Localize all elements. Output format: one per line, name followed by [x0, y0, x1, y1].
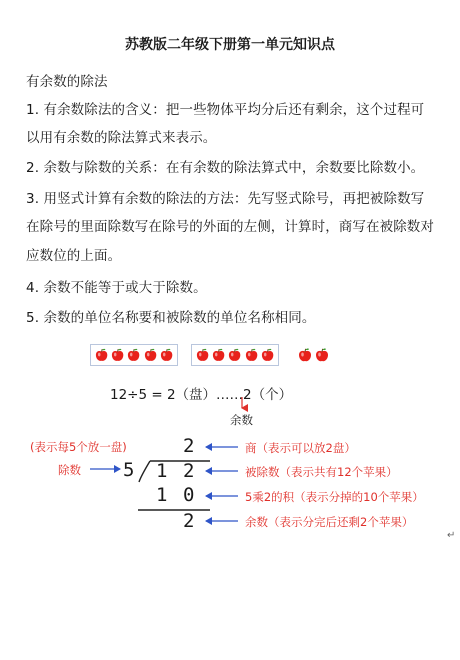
each-plate-note: (表示每5个放一盘)	[30, 440, 127, 454]
dividend-note: 被除数（表示共有12个苹果）	[245, 465, 398, 479]
division-equation: 12÷5 = 2（盘）……2（个）	[110, 387, 293, 403]
point-1-line-2: 以用有余数的除法算式来表示。	[26, 130, 217, 146]
dividend-tens-digit: 1	[156, 460, 168, 482]
apple-icon	[244, 347, 259, 363]
point-2: 2. 余数与除数的关系：在有余数的除法算式中，余数要比除数小。	[26, 160, 425, 176]
apple-icon	[314, 347, 330, 363]
apple-icon	[297, 347, 313, 363]
apple-icon	[227, 347, 242, 363]
page-title: 苏教版二年级下册第一单元知识点	[125, 37, 335, 53]
point-3-line-3: 应数位的上面。	[26, 248, 122, 264]
section-heading: 有余数的除法	[26, 74, 108, 90]
divisor-digit: 5	[123, 459, 135, 481]
point-1-line-1: 1. 有余数除法的含义：把一些物体平均分后还有剩余，这个过程可	[26, 102, 425, 118]
divisor-label: 除数	[58, 463, 81, 477]
paragraph-mark: ↵	[447, 530, 456, 541]
apple-icon	[126, 347, 141, 363]
remainder-digit: 2	[183, 510, 195, 532]
remainder-label: 余数	[230, 413, 253, 427]
apple-icon	[110, 347, 125, 363]
apple-icon	[260, 347, 275, 363]
product-ones-digit: 0	[183, 484, 195, 506]
remainder-note: 余数（表示分完后还剩2个苹果）	[245, 515, 414, 529]
apple-icon	[195, 347, 210, 363]
dividend-ones-digit: 2	[183, 460, 195, 482]
quotient-digit: 2	[183, 435, 195, 457]
product-tens-digit: 1	[156, 484, 168, 506]
apple-icon	[159, 347, 174, 363]
quotient-note: 商（表示可以放2盘）	[245, 441, 356, 455]
product-note: 5乘2的积（表示分掉的10个苹果）	[245, 490, 424, 504]
apple-icon	[211, 347, 226, 363]
apple-icon	[143, 347, 158, 363]
point-4: 4. 余数不能等于或大于除数。	[26, 280, 207, 296]
point-3-line-1: 3. 用竖式计算有余数的除法的方法：先写竖式除号，再把被除数写	[26, 191, 425, 207]
apple-plate-2	[191, 344, 279, 366]
apple-plate-1	[90, 344, 178, 366]
point-5: 5. 余数的单位名称要和被除数的单位名称相同。	[26, 310, 316, 326]
division-bracket	[139, 461, 150, 482]
point-3-line-2: 在除号的里面除数写在除号的外面的左侧，计算时，商写在被除数对	[26, 219, 434, 235]
apple-remainder-group	[297, 344, 330, 366]
apple-icon	[94, 347, 109, 363]
